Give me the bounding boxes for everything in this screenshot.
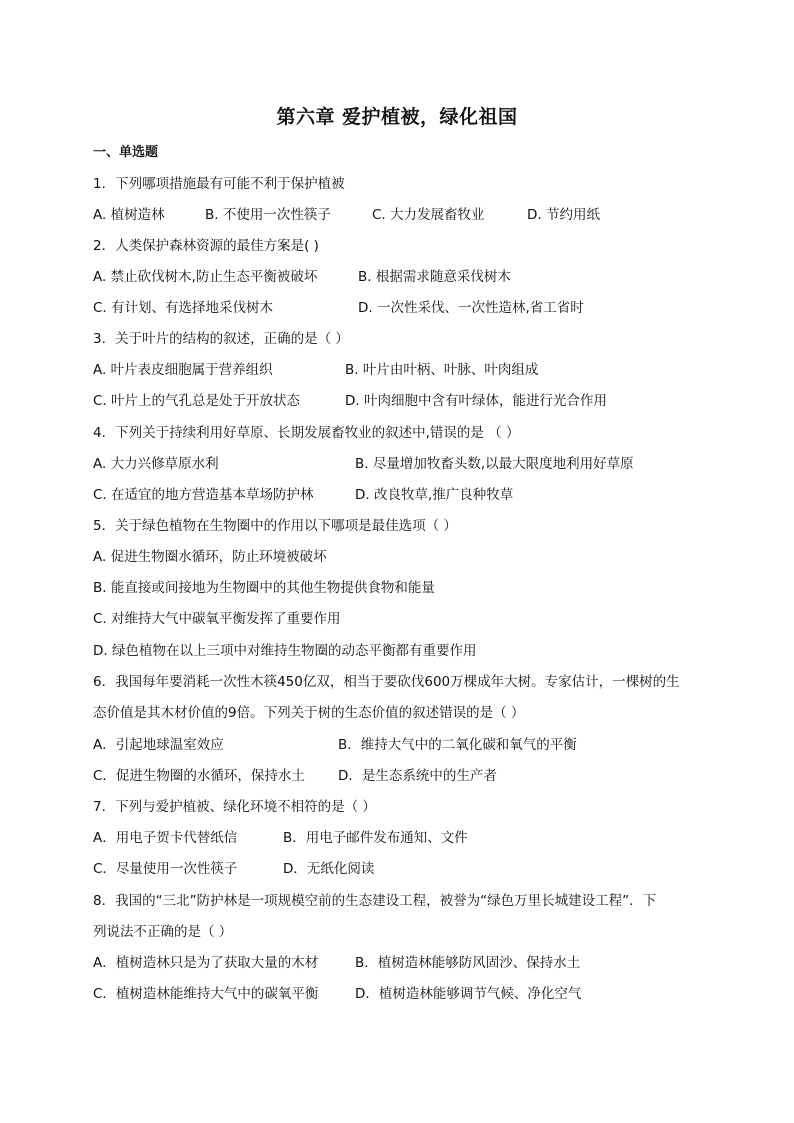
option-b: B. 不使用一次性筷子 <box>205 207 331 223</box>
section-heading: 一、单选题 <box>93 145 159 160</box>
option-b: B．植树造林能够防风固沙、保持水土 <box>355 955 581 971</box>
question-8-stem-line2: 列说法不正确的是（ ） <box>93 924 233 940</box>
document-title: 第六章 爱护植被，绿化祖国 <box>276 106 518 128</box>
option-b: B. 能直接或间接地为生物圈中的其他生物提供食物和能量 <box>93 580 435 596</box>
option-d: D. 改良牧草,推广良种牧草 <box>355 487 514 503</box>
option-d: D. 节约用纸 <box>527 207 600 223</box>
option-b: B. 尽量增加牧畜头数,以最大限度地利用好草原 <box>355 456 634 472</box>
option-c: C．促进生物圈的水循环，保持水土 <box>93 768 305 784</box>
question-3-stem: 3．关于叶片的结构的叙述，正确的是（ ） <box>93 331 349 347</box>
option-c: C. 对维持大气中碳氧平衡发挥了重要作用 <box>93 611 341 627</box>
question-4-stem: 4．下列关于持续利用好草原、长期发展畜牧业的叙述中,错误的是 （ ） <box>93 425 520 441</box>
option-d: D．植树造林能够调节气候、净化空气 <box>355 986 582 1002</box>
option-d: D. 叶肉细胞中含有叶绿体，能进行光合作用 <box>345 393 607 409</box>
option-b: B. 根据需求随意采伐树木 <box>358 269 511 285</box>
option-a: A．引起地球温室效应 <box>93 737 224 753</box>
option-b: B．维持大气中的二氧化碳和氧气的平衡 <box>338 737 577 753</box>
option-c: C．植树造林能维持大气中的碳氧平衡 <box>93 986 319 1002</box>
question-2-stem: 2．人类保护森林资源的最佳方案是( ) <box>93 238 319 254</box>
question-1-stem: 1．下列哪项措施最有可能不利于保护植被 <box>93 176 345 192</box>
option-c: C. 有计划、有选择地采伐树木 <box>93 300 274 316</box>
option-b: B．用电子邮件发布通知、文件 <box>283 830 468 846</box>
option-d: D. 绿色植物在以上三项中对维持生物圈的动态平衡都有重要作用 <box>93 643 477 659</box>
option-a: A. 大力兴修草原水利 <box>93 456 219 472</box>
option-a: A. 促进生物圈水循环，防止环境被破坏 <box>93 549 327 565</box>
option-a: A. 植树造林 <box>93 207 165 223</box>
option-a: A．用电子贺卡代替纸信 <box>93 830 238 846</box>
option-a: A．植树造林只是为了获取大量的木材 <box>93 955 319 971</box>
option-c: C．尽量使用一次性筷子 <box>93 861 238 877</box>
option-d: D. 一次性采伐、一次性造林,省工省时 <box>358 300 584 316</box>
question-5-stem: 5．关于绿色植物在生物圈中的作用以下哪项是最佳选项（ ） <box>93 518 457 534</box>
option-b: B. 叶片由叶柄、叶脉、叶肉组成 <box>345 362 539 378</box>
question-6-stem-line1: 6．我国每年要消耗一次性木筷450亿双，相当于要砍伐600万棵成年大树。专家估计，一棵树的生 <box>93 674 680 690</box>
question-6-stem-line2: 态价值是其木材价值的9倍。下列关于树的生态价值的叙述错误的是（ ） <box>93 705 525 721</box>
question-8-stem-line1: 8．我国的“三北”防护林是一项规模空前的生态建设工程，被誉为“绿色万里长城建设工程”．下 <box>93 893 657 909</box>
option-c: C. 大力发展畜牧业 <box>372 207 485 223</box>
option-d: D．是生态系统中的生产者 <box>338 768 497 784</box>
option-d: D．无纸化阅读 <box>283 861 375 877</box>
option-a: A. 叶片表皮细胞属于营养组织 <box>93 362 273 378</box>
option-a: A. 禁止砍伐树木,防止生态平衡被破坏 <box>93 269 318 285</box>
option-c: C. 在适宜的地方营造基本草场防护林 <box>93 487 314 503</box>
option-c: C. 叶片上的气孔总是处于开放状态 <box>93 393 301 409</box>
question-7-stem: 7．下列与爱护植被、绿化环境不相符的是（ ） <box>93 799 376 815</box>
